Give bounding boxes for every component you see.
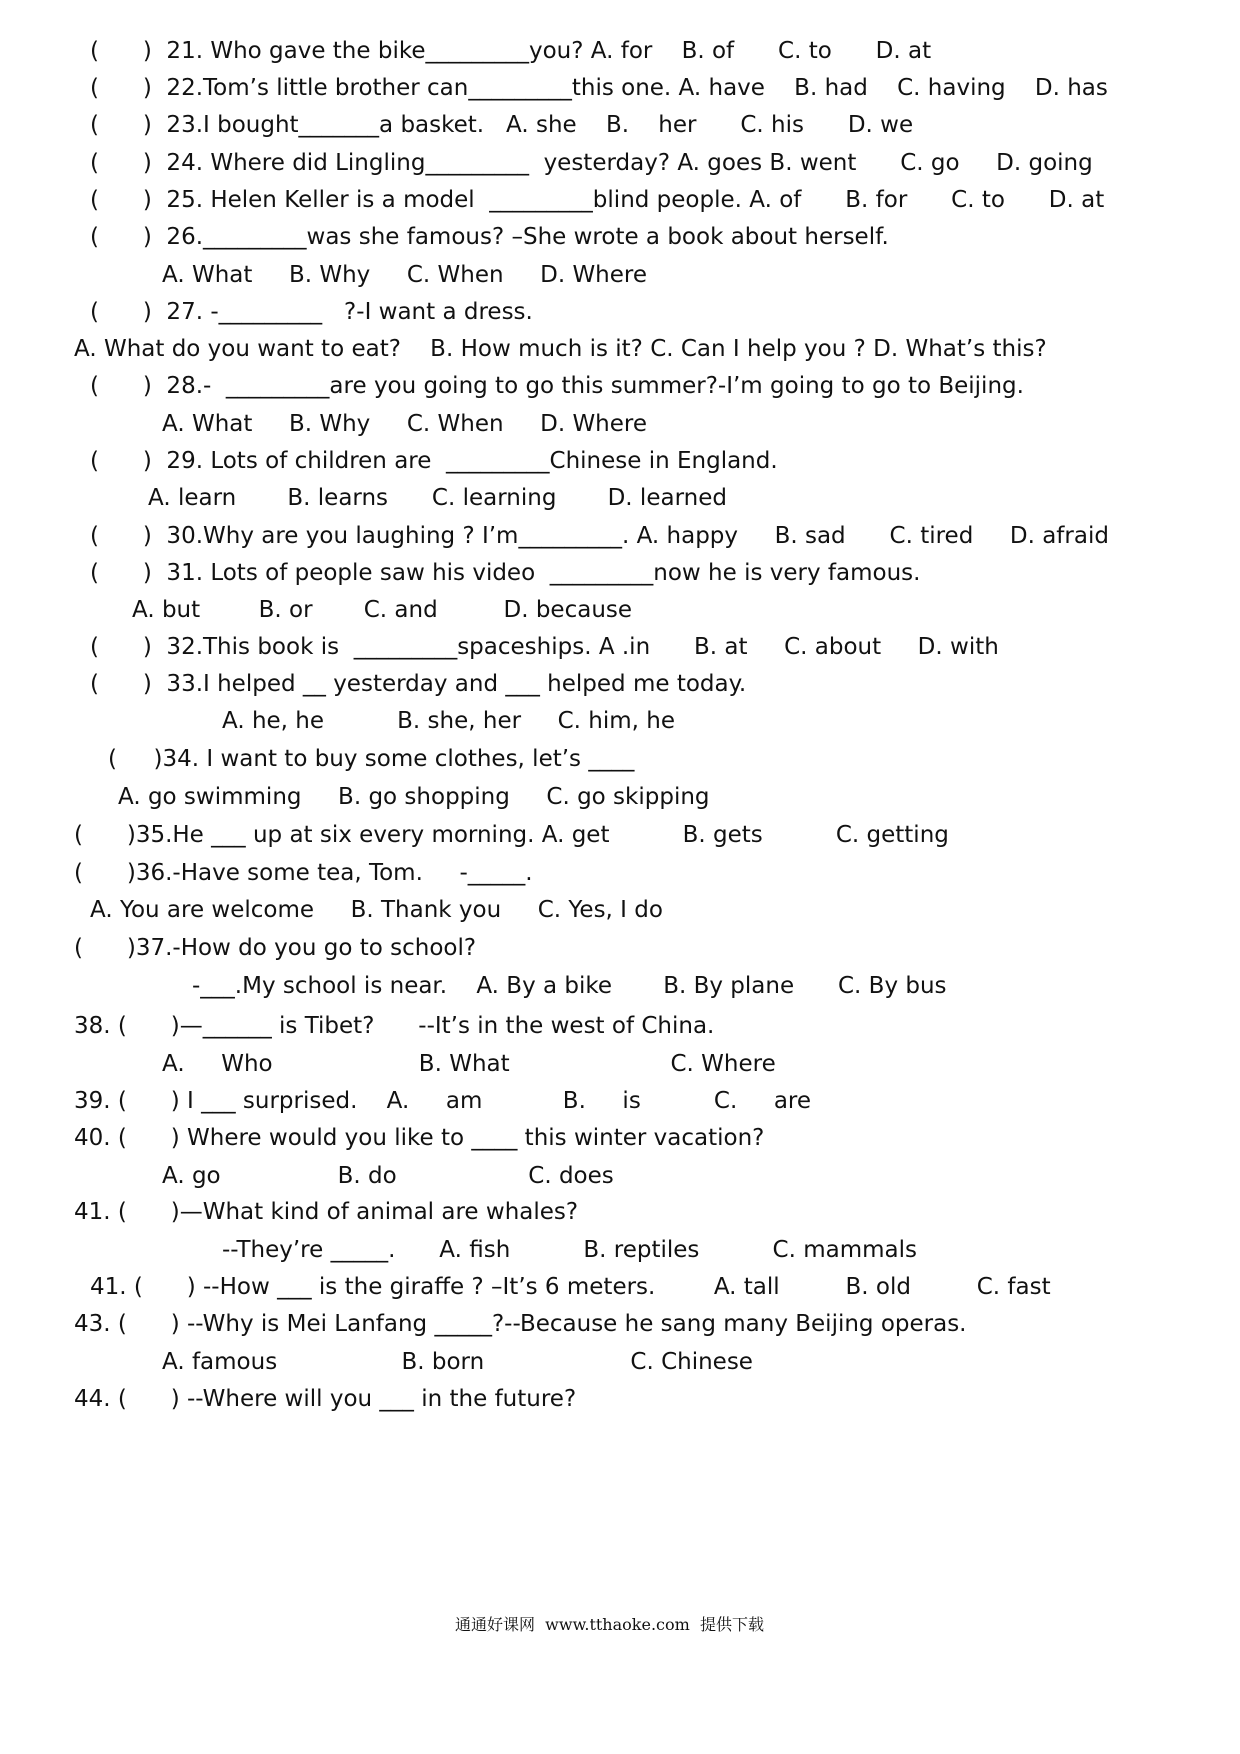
question-32: ( ) 32.This book is _________spaceships. A .in B. at C. about D. with [90, 634, 999, 660]
question-41: 41. ( )—What kind of animal are whales? [74, 1199, 579, 1225]
question-37: ( )37.-How do you go to school? [74, 935, 477, 961]
question-24: ( ) 24. Where did Lingling_________ yesterday? A. goes B. went C. go D. going [90, 150, 1093, 176]
options-38: A. Who B. What C. Where [162, 1051, 776, 1077]
question-44: 44. ( ) --Where will you ___ in the future? [74, 1386, 577, 1412]
options-31: A. but B. or C. and D. because [132, 597, 633, 623]
question-40: 40. ( ) Where would you like to ____ this winter vacation? [74, 1125, 765, 1151]
question-25: ( ) 25. Helen Keller is a model _________blind people. A. of B. for C. to D. at [90, 187, 1105, 213]
question-41b: 41. ( ) --How ___ is the giraffe ? –It’s 6 meters. A. tall B. old C. fast [90, 1274, 1051, 1300]
question-43: 43. ( ) --Why is Mei Lanfang _____?--Because he sang many Beijing operas. [74, 1311, 967, 1337]
options-33: A. he, he B. she, her C. him, he [222, 708, 676, 734]
options-34: A. go swimming B. go shopping C. go skipping [118, 784, 710, 810]
question-35: ( )35.He ___ up at six every morning. A. get B. gets C. getting [74, 822, 949, 848]
page-footer: 通通好课网 www.tthaoke.com 提供下载 [455, 1615, 764, 1634]
question-27: ( ) 27. -_________ ?-I want a dress. [90, 299, 533, 325]
question-38: 38. ( )—______ is Tibet? --It’s in the west of China. [74, 1013, 715, 1039]
question-28: ( ) 28.- _________are you going to go this summer?-I’m going to go to Beijing. [90, 373, 1024, 399]
question-22: ( ) 22.Tom’s little brother can_________this one. A. have B. had C. having D. has [90, 75, 1108, 101]
question-34: ( )34. I want to buy some clothes, let’s ____ [108, 746, 635, 772]
options-40: A. go B. do C. does [162, 1163, 614, 1189]
question-39: 39. ( ) I ___ surprised. A. am B. is C. are [74, 1088, 812, 1114]
question-21: ( ) 21. Who gave the bike_________you? A. for B. of C. to D. at [90, 38, 932, 64]
question-29: ( ) 29. Lots of children are _________Chinese in England. [90, 448, 778, 474]
question-31: ( ) 31. Lots of people saw his video _________now he is very famous. [90, 560, 921, 586]
question-36: ( )36.-Have some tea, Tom. -_____. [74, 860, 533, 886]
options-27: A. What do you want to eat? B. How much is it? C. Can I help you ? D. What’s this? [74, 336, 1047, 362]
options-36: A. You are welcome B. Thank you C. Yes, I do [90, 897, 663, 923]
options-28: A. What B. Why C. When D. Where [162, 411, 648, 437]
question-30: ( ) 30.Why are you laughing ? I’m_________. A. happy B. sad C. tired D. afraid [90, 523, 1109, 549]
question-26: ( ) 26._________was she famous? –She wrote a book about herself. [90, 224, 889, 250]
options-43: A. famous B. born C. Chinese [162, 1349, 753, 1375]
options-37: -___.My school is near. A. By a bike B. By plane C. By bus [192, 973, 947, 999]
options-41: --They’re _____. A. fish B. reptiles C. mammals [222, 1237, 917, 1263]
question-23: ( ) 23.I bought_______a basket. A. she B. her C. his D. we [90, 112, 914, 138]
options-26: A. What B. Why C. When D. Where [162, 262, 648, 288]
options-29: A. learn B. learns C. learning D. learned [148, 485, 727, 511]
question-33: ( ) 33.I helped __ yesterday and ___ helped me today. [90, 671, 747, 697]
